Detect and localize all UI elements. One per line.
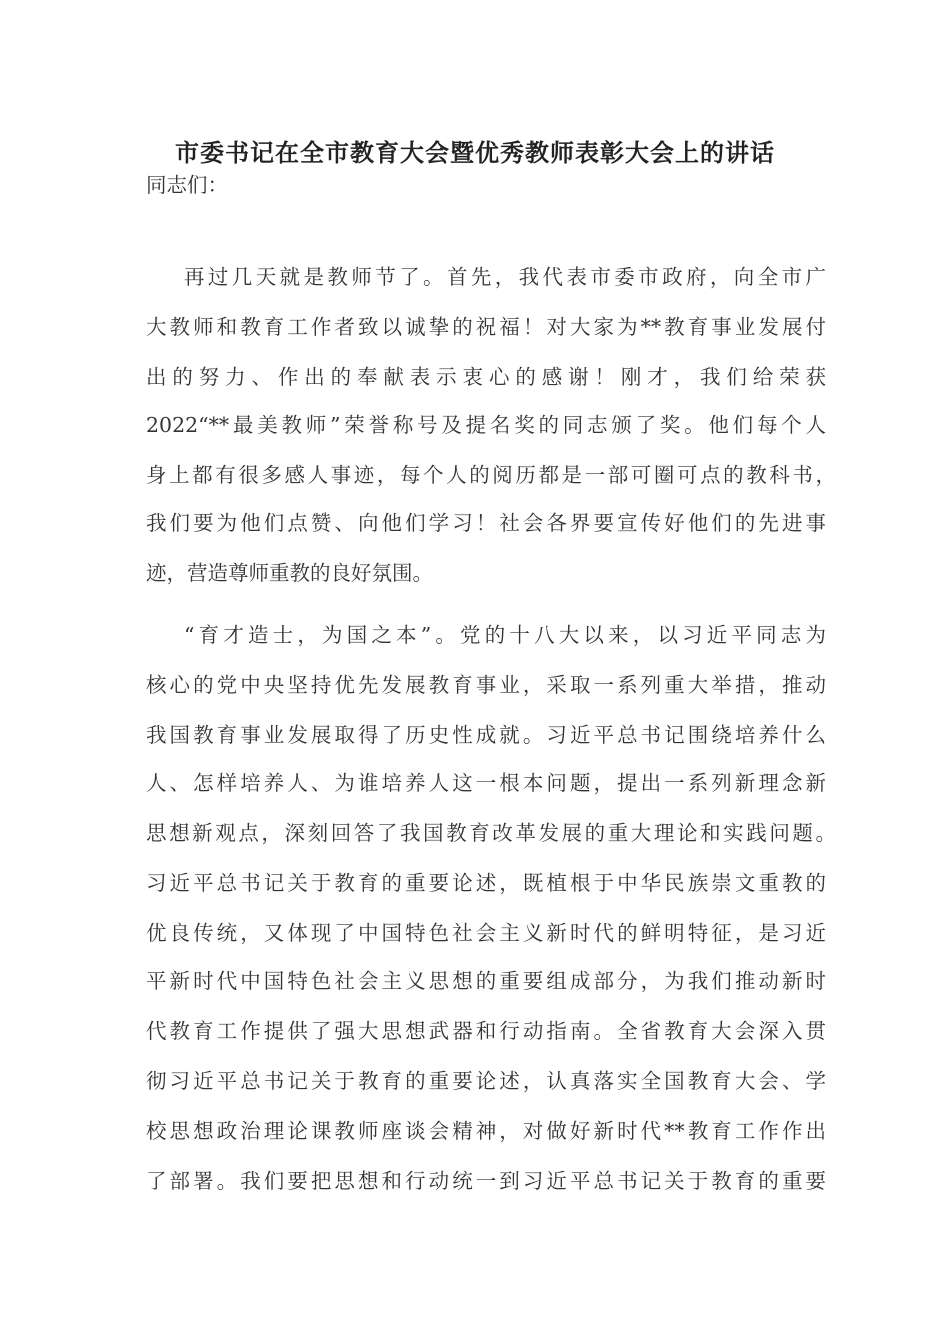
paragraph-1-line: 身上都有很多感人事迹，每个人的阅历都是一部可圈可点的教科书， (146, 463, 836, 487)
paragraph-2-line: 优良传统，又体现了中国特色社会主义新时代的鲜明特征，是习近 (146, 921, 826, 945)
paragraph-2-line: 校思想政治理论课教师座谈会精神，对做好新时代**教育工作作出 (146, 1119, 826, 1143)
paragraph-1-line: 大教师和教育工作者致以诚挚的祝福！对大家为**教育事业发展付 (146, 315, 826, 339)
paragraph-1-line: 再过几天就是教师节了。首先，我代表市委市政府，向全市广 (184, 265, 826, 289)
paragraph-2-line: 了部署。我们要把思想和行动统一到习近平总书记关于教育的重要 (146, 1169, 826, 1193)
paragraph-2-line: 平新时代中国特色社会主义思想的重要组成部分，为我们推动新时 (146, 969, 826, 993)
paragraph-1-line: 迹，营造尊师重教的良好氛围。 (146, 561, 433, 585)
paragraph-2-line: 习近平总书记关于教育的重要论述，既植根于中华民族崇文重教的 (146, 871, 826, 895)
paragraph-2-line: 思想新观点，深刻回答了我国教育改革发展的重大理论和实践问题。 (146, 821, 836, 845)
paragraph-1-line: 出的努力、作出的奉献表示衷心的感谢！刚才，我们给荣获 (146, 365, 826, 389)
salutation: 同志们： (146, 173, 228, 197)
paragraph-2-line: 彻习近平总书记关于教育的重要论述，认真落实全国教育大会、学 (146, 1069, 826, 1093)
paragraph-2-line: 核心的党中央坚持优先发展教育事业，采取一系列重大举措，推动 (146, 673, 826, 697)
document-title: 市委书记在全市教育大会暨优秀教师表彰大会上的讲话 (175, 138, 775, 167)
paragraph-1-line: 2022“**最美教师”荣誉称号及提名奖的同志颁了奖。他们每个人 (146, 413, 826, 437)
paragraph-2-line: 人、怎样培养人、为谁培养人这一根本问题，提出一系列新理念新 (146, 771, 826, 795)
paragraph-2-line: 我国教育事业发展取得了历史性成就。习近平总书记围绕培养什么 (146, 723, 826, 747)
paragraph-2-line: 代教育工作提供了强大思想武器和行动指南。全省教育大会深入贯 (146, 1019, 826, 1043)
paragraph-2-line: “育才造士，为国之本”。党的十八大以来，以习近平同志为 (184, 623, 826, 647)
paragraph-1-line: 我们要为他们点赞、向他们学习！社会各界要宣传好他们的先进事 (146, 511, 826, 535)
